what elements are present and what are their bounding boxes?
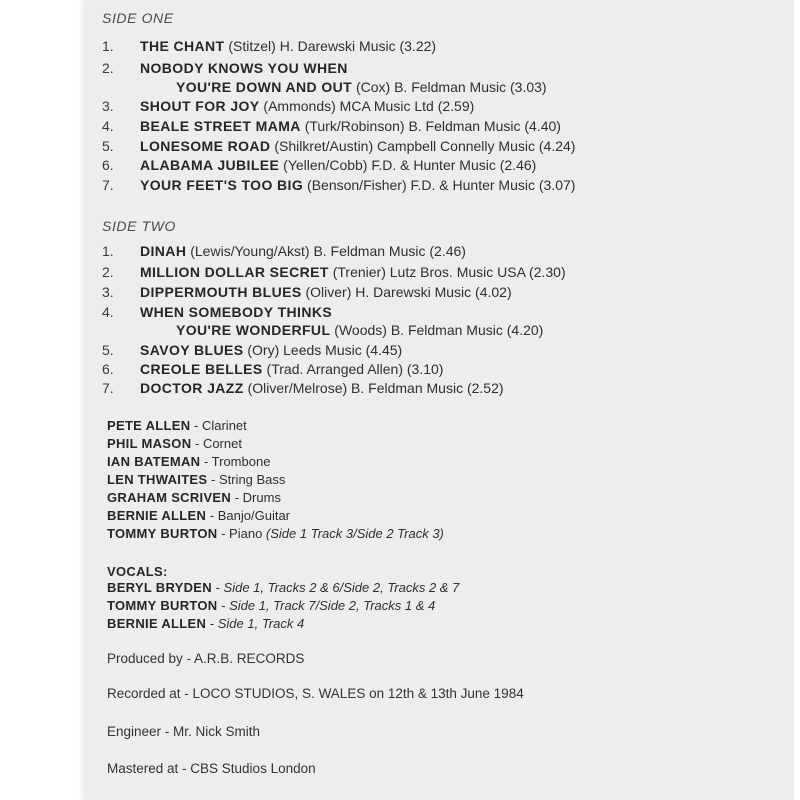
musician-name: PHIL MASON: [107, 436, 192, 451]
side-two-track-6: [102, 361, 443, 377]
separator: -: [211, 580, 224, 595]
track-info: (Ory) Leeds Music (4.45): [243, 342, 403, 358]
side-one-track-5: [102, 138, 575, 154]
recorded-at: Recorded at - LOCO STUDIOS, S. WALES on 12th & 13th June 1984: [107, 686, 524, 701]
side-one-track-1: [102, 38, 436, 54]
vocals-heading: VOCALS:: [107, 564, 168, 579]
track-title: DOCTOR JAZZ: [140, 380, 244, 396]
track-info: (Cox) B. Feldman Music (3.03): [352, 79, 547, 95]
track-number: 3.: [102, 98, 114, 114]
track-info: (Lewis/Young/Akst) B. Feldman Music (2.46): [186, 243, 466, 259]
musician-role: - Trombone: [200, 454, 271, 469]
track-info: (Yellen/Cobb) F.D. & Hunter Music (2.46): [279, 157, 537, 173]
track-title: BEALE STREET MAMA: [140, 118, 301, 134]
track-title: LONESOME ROAD: [140, 138, 271, 154]
vocal-entry: [107, 616, 304, 631]
musician-name: BERNIE ALLEN: [107, 508, 207, 523]
track-info: (Oliver/Melrose) B. Feldman Music (2.52): [243, 380, 504, 396]
track-number: 7.: [102, 380, 114, 396]
track-title: THE CHANT: [140, 38, 225, 54]
track-number: 2.: [102, 264, 114, 280]
side-two-track-4-continued: [176, 322, 543, 338]
side-one-track-6: [102, 157, 536, 173]
musician-role: - Clarinet: [190, 418, 247, 433]
vocalist-name: BERYL BRYDEN: [107, 580, 212, 595]
vocal-entry: [107, 580, 459, 595]
track-title-line-2: YOU'RE WONDERFUL: [176, 322, 331, 338]
track-info: (Trenier) Lutz Bros. Music USA (2.30): [328, 264, 566, 280]
side-one-track-2: [102, 60, 348, 76]
track-info: (Oliver) H. Darewski Music (4.02): [301, 284, 512, 300]
track-title: MILLION DOLLAR SECRET: [140, 264, 329, 280]
track-number: 4.: [102, 304, 114, 320]
track-info: (Turk/Robinson) B. Feldman Music (4.40): [300, 118, 561, 134]
side-two-track-2: [102, 264, 566, 280]
personnel-entry: [107, 418, 247, 433]
side-two-track-4: [102, 304, 332, 320]
separator: -: [206, 616, 218, 631]
side-one-track-2-continued: [176, 79, 547, 95]
personnel-entry: [107, 508, 290, 523]
musician-role: - Drums: [231, 490, 281, 505]
track-title: SHOUT FOR JOY: [140, 98, 260, 114]
musician-note: (Side 1 Track 3/Side 2 Track 3): [265, 526, 444, 541]
track-title: NOBODY KNOWS YOU WHEN: [140, 60, 348, 76]
track-info: (Benson/Fisher) F.D. & Hunter Music (3.07): [303, 177, 576, 193]
track-number: 1.: [102, 38, 114, 54]
musician-role: - Piano: [217, 526, 266, 541]
track-number: 5.: [102, 138, 114, 154]
personnel-entry: [107, 436, 242, 451]
personnel-entry: [107, 454, 270, 469]
track-number: 2.: [102, 60, 114, 76]
track-info: (Trad. Arranged Allen) (3.10): [262, 361, 444, 377]
track-number: 6.: [102, 361, 114, 377]
track-title: DIPPERMOUTH BLUES: [140, 284, 302, 300]
vocal-tracks: Side 1, Track 4: [217, 616, 305, 631]
musician-name: GRAHAM SCRIVEN: [107, 490, 232, 505]
mastered-at: Mastered at - CBS Studios London: [107, 761, 316, 776]
track-title: YOUR FEET'S TOO BIG: [140, 177, 304, 193]
separator: -: [217, 598, 230, 613]
personnel-entry: [107, 490, 281, 505]
track-title: WHEN SOMEBODY THINKS: [140, 304, 333, 320]
vocal-tracks: Side 1, Tracks 2 & 6/Side 2, Tracks 2 & 7: [223, 580, 460, 595]
track-title: SAVOY BLUES: [140, 342, 244, 358]
musician-name: TOMMY BURTON: [107, 526, 218, 541]
musician-name: PETE ALLEN: [107, 418, 191, 433]
track-number: 7.: [102, 177, 114, 193]
track-number: 3.: [102, 284, 114, 300]
side-one-track-4: [102, 118, 561, 134]
side-two-track-1: [102, 243, 466, 259]
engineer: Engineer - Mr. Nick Smith: [107, 724, 261, 739]
vocal-entry: [107, 598, 435, 613]
side-two-track-5: [102, 342, 402, 358]
side-one-track-3: [102, 98, 474, 114]
track-number: 1.: [102, 243, 114, 259]
track-info: (Woods) B. Feldman Music (4.20): [330, 322, 544, 338]
track-title-line-2: YOU'RE DOWN AND OUT: [176, 79, 353, 95]
side-one-track-7: [102, 177, 575, 193]
produced-by: Produced by - A.R.B. RECORDS: [107, 651, 305, 666]
track-number: 6.: [102, 157, 114, 173]
vocalist-name: BERNIE ALLEN: [107, 616, 207, 631]
track-info: (Shilkret/Austin) Campbell Connelly Music (4.24): [270, 138, 576, 154]
side-one-heading: SIDE ONE: [102, 10, 174, 26]
track-info: (Stitzel) H. Darewski Music (3.22): [224, 38, 437, 54]
vocalist-name: TOMMY BURTON: [107, 598, 218, 613]
vocal-tracks: Side 1, Track 7/Side 2, Tracks 1 & 4: [229, 598, 436, 613]
musician-role: - Banjo/Guitar: [206, 508, 291, 523]
musician-role: - Cornet: [191, 436, 242, 451]
track-title: CREOLE BELLES: [140, 361, 263, 377]
track-title: ALABAMA JUBILEE: [140, 157, 280, 173]
personnel-entry: [107, 472, 285, 487]
musician-name: IAN BATEMAN: [107, 454, 201, 469]
track-number: 4.: [102, 118, 114, 134]
musician-role: - String Bass: [207, 472, 286, 487]
track-title: DINAH: [140, 243, 187, 259]
side-two-track-7: [102, 380, 504, 396]
personnel-entry: [107, 526, 444, 541]
track-info: (Ammonds) MCA Music Ltd (2.59): [259, 98, 475, 114]
side-two-track-3: [102, 284, 512, 300]
side-two-heading: SIDE TWO: [102, 218, 177, 234]
musician-name: LEN THWAITES: [107, 472, 208, 487]
track-number: 5.: [102, 342, 114, 358]
